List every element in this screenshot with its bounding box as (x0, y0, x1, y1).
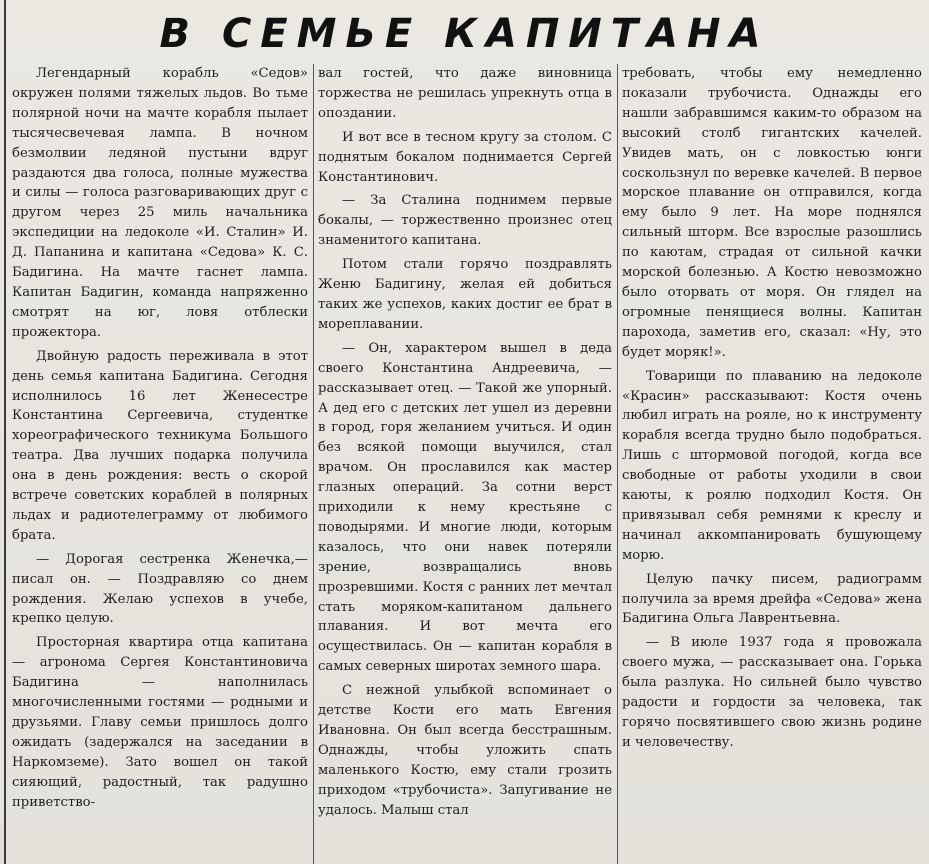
article-paragraph: Просторная квартира отца капитана — агронома Сергея Константиновича Бадигина — наполнилась многочисленными гостями — родными и друзьями. Главу семьи пришлось долго ожидать (задержался на заседании в Наркомземе). Зато вошел он такой сияющий, радостный, так радушно приветство- (12, 635, 308, 810)
article-paragraph: — В июле 1937 года я провожала своего мужа, — рассказывает она. Горька была разлука. Но сильней было чувство радости и гордости за человека, так горячо посвятившего свою жизнь родине и человечеству. (622, 635, 922, 750)
article-paragraph: — Дорогая сестренка Женечка,— писал он. — Поздравляю со днем рождения. Желаю успехов в учебе, крепко целую. (12, 551, 308, 627)
article-paragraph: вал гостей, что даже виновница торжества не решилась упрекнуть отца в опоздании. (318, 66, 612, 121)
article-paragraph: И вот все в тесном кругу за столом. С поднятым бокалом поднимается Сергей Константинович. (318, 129, 612, 185)
article-paragraph: Потом стали горячо поздравлять Женю Бадигину, желая ей добиться таких же успехов, каких достиг ее брат в мореплавании. (318, 257, 612, 332)
article-paragraph: С нежной улыбкой вспоминает о детстве Кости его мать Евгения Ивановна. Он был всегда бесстрашным. Однажды, чтобы уложить спать маленького Костю, ему стали грозить приходом «трубочиста». Запугивание не удалось. Малыш стал (318, 683, 612, 818)
article-paragraph: Товарищи по плаванию на ледоколе «Красин» рассказывают: Костя очень любил играть на рояле, но к инструменту корабля всегда трудно было подобраться. Лишь с штормовой погодой, когда все свободные от работы уходили в свои каюты, к роялю подходил Костя. Он привязывал себя ремнями к креслу и начинал аккомпанировать бушующему морю. (622, 368, 922, 563)
article-paragraph: — За Сталина поднимем первые бокалы, — торжественно произнес отец знаменитого капитана. (318, 193, 612, 249)
article-paragraph: — Он, характером вышел в деда своего Константина Андреевича, — рассказывает отец. — Такой же упорный. А дед его с детских лет ушел из деревни в город, горя желанием учиться. И один без всякой помощи выучился, стал врачом. Он прославился как мастер глазных операций. За сотни верст приходили к нему крестьяне с поводырями. И многие люди, которым казалось, что они навек потеряли зрение, возвращались вновь прозревшими. Костя с ранних лет мечтал стать моряком-капитаном дальнего плавания. И вот мечта его осуществилась. Он — капитан корабля в самых северных широтах земного шара. (318, 340, 612, 675)
article-paragraph: Целую пачку писем, радиограмм получила за время дрейфа «Седова» жена Бадигина Ольга Лаврентьевна. (622, 571, 922, 627)
article-headline: В СЕМЬЕ КАПИТАНА (159, 11, 770, 57)
column-divider-1 (313, 64, 314, 864)
column-divider-2 (617, 64, 618, 864)
text-column-2 (318, 64, 612, 864)
article-paragraph: требовать, чтобы ему немедленно показали трубочиста. Однажды его нашли забравшимся каким-то образом на высокий столб гигантских качелей. Увидев мать, он с ловкостью юнги соскользнул по веревке качелей. В первое морское плавание он отправился, когда ему было 9 лет. На море поднялся сильный шторм. Все взрослые разошлись по каютам, страдая от сильной качки морской болезнью. А Костю невозможно было оторвать от моря. Он глядел на огромные пенящиеся волны. Капитан парохода, заметив его, сказал: «Ну, это будет моряк!». (622, 66, 922, 360)
text-column-3 (622, 64, 922, 864)
article-paragraph: Легендарный корабль «Седов» окружен полями тяжелых льдов. Во тьме полярной ночи на мачте корабля пылает тысячесвечевая лампа. В ночном безмолвии ледяной пустыни вдруг раздаются два голоса, полные мужества и силы — голоса разговаривающих друг с другом через 25 миль начальника экспедиции на ледоколе «И. Сталин» И. Д. Папанина и капитана «Седова» К. С. Бадигина. На мачте гаснет лампа. Капитан Бадигин, команда напряженно смотрят на юг, ловя отблески прожектора. (12, 66, 308, 340)
text-column-1 (12, 64, 308, 864)
article-paragraph: Двойную радость переживала в этот день семья капитана Бадигина. Сегодня исполнилось 16 лет Женесестре Константина Сергеевича, студентке хореографического техникума Большого театра. Два лучших подарка получила она в день рождения: весть о скорой встрече советских кораблей в полярных льдах и радиотелеграмму от любимого брата. (12, 348, 308, 543)
page-edge-rule (4, 0, 6, 864)
